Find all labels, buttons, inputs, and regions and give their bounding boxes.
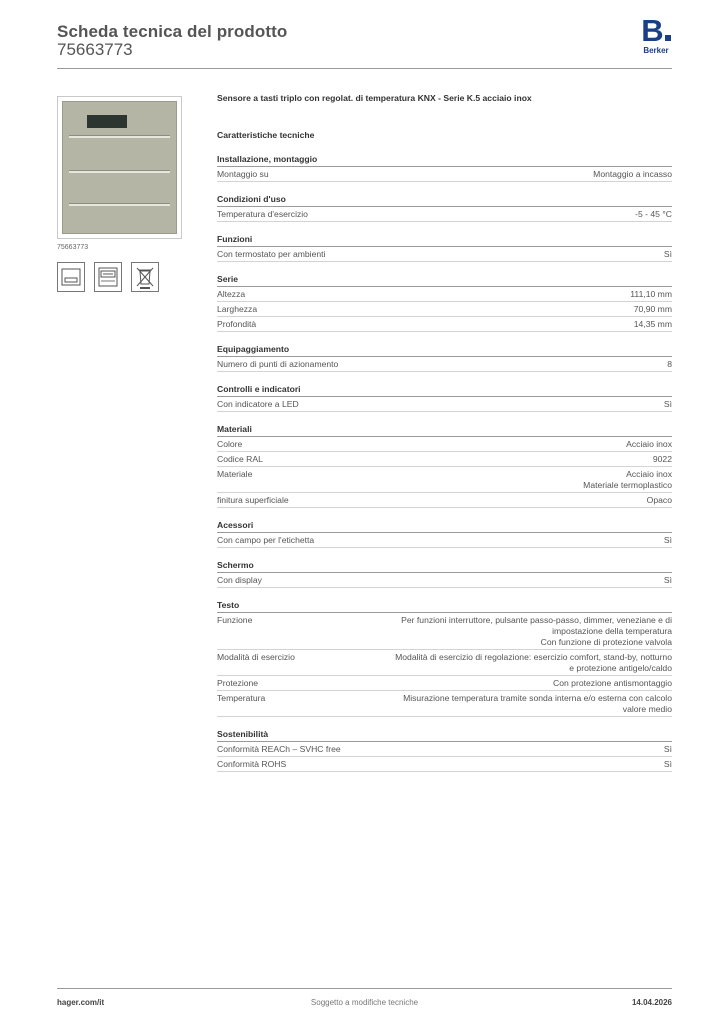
spec-label: Con termostato per ambienti (217, 249, 326, 259)
spec-row (217, 207, 672, 222)
footer-divider (57, 988, 672, 989)
spec-section (217, 424, 672, 508)
section-title: Acessori (217, 520, 672, 533)
spec-label: Modalità di esercizio (217, 652, 295, 662)
spec-row (217, 397, 672, 412)
spec-value: Acciaio inox (626, 439, 672, 449)
display-device-icon (94, 262, 122, 292)
spec-value: -5 - 45 °C (635, 209, 672, 219)
spec-value: Sì (663, 249, 672, 259)
spec-value: Sì (663, 575, 672, 585)
spec-label: Funzione (217, 615, 253, 625)
spec-label: Materiale (217, 469, 253, 479)
spec-row (217, 533, 672, 548)
spec-value: Montaggio a incasso (593, 169, 672, 179)
spec-value: 70,90 mm (633, 304, 672, 314)
spec-row (217, 302, 672, 317)
spec-row (217, 437, 672, 452)
spec-value: Sì (663, 535, 672, 545)
spec-value: 14,35 mm (633, 319, 672, 329)
page-title: Scheda tecnica del prodotto (57, 22, 288, 41)
key-divider (69, 170, 170, 173)
spec-label: Temperatura (217, 693, 266, 703)
logo-brand: Berker (643, 46, 669, 55)
spec-label: Con campo per l'etichetta (217, 535, 315, 545)
spec-value: Opaco (646, 495, 672, 505)
section-title: Serie (217, 274, 672, 287)
spec-label: Numero di punti di azionamento (217, 359, 339, 369)
berker-logo (640, 13, 672, 55)
spec-label: Colore (217, 439, 243, 449)
spec-section (217, 729, 672, 772)
spec-label: Codice RAL (217, 454, 263, 464)
spec-row (217, 613, 672, 650)
spec-section (217, 560, 672, 588)
spec-value: Sì (663, 759, 672, 769)
spec-value: 111,10 mm (630, 289, 672, 299)
spec-row (217, 573, 672, 588)
spec-section (217, 384, 672, 412)
spec-value: 8 (667, 359, 672, 369)
page-header (57, 13, 672, 69)
spec-row (217, 467, 672, 493)
spec-value: Modalità di esercizio di regolazione: esercizio comfort, stand-by, notturno e protezione antigelo/caldo (395, 652, 672, 673)
footer-disclaimer: Soggetto a modifiche tecniche (310, 998, 419, 1007)
section-title: Installazione, montaggio (217, 154, 672, 167)
section-title: Sostenibilità (217, 729, 672, 742)
spec-sections (217, 154, 672, 772)
key-divider (69, 203, 170, 206)
spec-row (217, 357, 672, 372)
certification-icons (57, 262, 159, 292)
spec-value: Sì (663, 399, 672, 409)
spec-value: 9022 (652, 454, 672, 464)
spec-label: Altezza (217, 289, 246, 299)
spec-row (217, 287, 672, 302)
spec-label: Larghezza (217, 304, 258, 314)
spec-label: Montaggio su (217, 169, 269, 179)
spec-value: Misurazione temperatura tramite sonda interna e/o esterna con calcolo valore medio (403, 693, 672, 714)
spec-row (217, 247, 672, 262)
section-title: Controlli e indicatori (217, 384, 672, 397)
spec-row (217, 676, 672, 691)
tech-characteristics-title: Caratteristiche tecniche (217, 130, 315, 140)
spec-section (217, 194, 672, 222)
spec-label: Profondità (217, 319, 257, 329)
spec-label: Protezione (217, 678, 259, 688)
spec-label: Temperatura d'esercizio (217, 209, 308, 219)
spec-section (217, 234, 672, 262)
section-title: Equipaggiamento (217, 344, 672, 357)
spec-row (217, 757, 672, 772)
spec-section (217, 344, 672, 372)
spec-row (217, 167, 672, 182)
spec-label: Conformità REACh – SVHC free (217, 744, 341, 754)
spec-section (217, 154, 672, 182)
spec-value: Acciaio inox Materiale termoplastico (583, 469, 672, 490)
spec-label: Conformità ROHS (217, 759, 287, 769)
section-title: Testo (217, 600, 672, 613)
weee-bin-icon (131, 262, 159, 292)
spec-value: Per funzioni interruttore, pulsante passo-passo, dimmer, veneziane e di impostazione della temperatura Con funzione di protezione valvola (401, 615, 672, 647)
device-outline-icon (57, 262, 85, 292)
product-code: 75663773 (57, 40, 133, 59)
footer-date: 14.04.2026 (631, 998, 672, 1007)
spec-section (217, 274, 672, 332)
switch-plate (62, 101, 177, 234)
spec-label: finitura superficiale (217, 495, 289, 505)
spec-label: Con indicatore a LED (217, 399, 299, 409)
image-caption: 75663773 (57, 244, 89, 251)
section-title: Funzioni (217, 234, 672, 247)
product-title: Sensore a tasti triplo con regolat. di temperatura KNX - Serie K.5 acciaio inox (217, 93, 532, 103)
spec-section (217, 520, 672, 548)
spec-sheet (217, 93, 672, 772)
spec-row (217, 493, 672, 508)
spec-value: Sì (663, 744, 672, 754)
spec-row (217, 452, 672, 467)
logo-letter: B (640, 16, 672, 46)
section-title: Schermo (217, 560, 672, 573)
section-title: Condizioni d'uso (217, 194, 672, 207)
spec-row (217, 317, 672, 332)
spec-section (217, 600, 672, 717)
key-divider (69, 135, 170, 138)
spec-row (217, 691, 672, 717)
switch-display (87, 115, 127, 128)
spec-row (217, 742, 672, 757)
spec-label: Con display (217, 575, 262, 585)
spec-row (217, 650, 672, 676)
footer-website: hager.com/it (57, 998, 105, 1007)
product-image (57, 96, 182, 239)
section-title: Materiali (217, 424, 672, 437)
spec-value: Con protezione antismontaggio (553, 678, 672, 688)
